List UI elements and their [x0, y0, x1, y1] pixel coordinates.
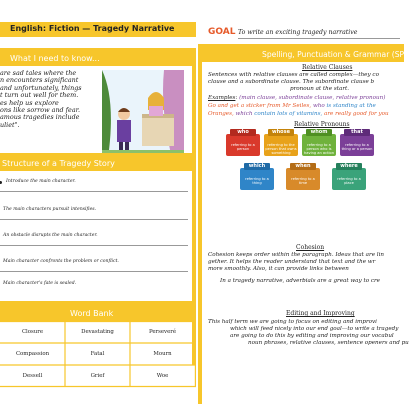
left-column	[0, 0, 196, 400]
spag-panel	[198, 44, 417, 404]
title-bar	[0, 22, 196, 37]
goal-bar	[208, 28, 400, 40]
right-column	[198, 0, 417, 400]
pronoun-which: which referring to a thing	[240, 168, 274, 190]
word-bank-grid	[0, 321, 196, 387]
structure-header	[0, 157, 192, 171]
what-box	[0, 48, 196, 163]
structure-box: Structure of a Tragedy Story Introduce the main character. The main characters pursuit intensifies. An obstacle disrupts the main character. Main character confronts the problem or conflict. Main character's fate is sealed.	[0, 153, 196, 305]
what-title: What I need to know...	[10, 54, 100, 63]
word-fatal: Fatal	[90, 351, 105, 357]
pronoun-when: when referring to a time	[286, 168, 320, 190]
cohesion-title: Cohesion	[296, 244, 325, 251]
spag-header	[202, 48, 417, 62]
word-devastating: Devastating	[81, 329, 114, 335]
cohesion-text: Cohesion keeps order within the paragraph. Ideas that are lin gether. It helps the reader understand that text and the wr more smoothly. Also, it can provide links between	[208, 252, 384, 272]
word-bank-title: Word Bank	[70, 309, 114, 318]
what-text: are sad tales where the n encounters significant and unfortunately, things t turn out well for them. es help us explore ons like sorrow and fear. amous tragedies include uliet".	[0, 69, 82, 129]
word-mourn: Mourn	[153, 351, 172, 357]
pronoun-where: where referring to a place	[332, 168, 366, 190]
goal-logo: GOAL	[208, 27, 236, 37]
example-1: Go and get a sticker from Mr Seiles, who is standing at the	[208, 103, 376, 109]
pronoun-whose: whose referring to the person that owns something	[265, 129, 297, 156]
pronoun-whom: whom referring to a person who is having an action	[304, 129, 334, 156]
page-title: English: Fiction — Tragedy Narrative	[10, 24, 175, 33]
editing-title: Editing and Improving	[286, 310, 355, 317]
structure-title: Structure of a Tragedy Story	[2, 159, 115, 168]
example-2: Oranges, which contain lots of vitamins, are really good for you	[208, 111, 389, 117]
relative-clauses-text: Sentences with relative clauses are called complex—they co clause and a subordinate clause. The subordinate clause b pronoun at the start.	[208, 72, 379, 92]
examples-key: (main clause, subordinate clause, relative pronoun)	[239, 95, 386, 101]
word-dessell: Dessell	[22, 373, 43, 379]
word-compassion: Compassion	[15, 351, 50, 357]
examples-label: Examples	[208, 95, 236, 101]
word-persevere: Perseveré	[148, 329, 177, 335]
relative-pronouns-title: Relative Pronouns	[294, 121, 350, 128]
balcony-illustration	[102, 70, 184, 158]
examples-line: Examples: (main clause, subordinate clause, relative pronoun)	[208, 95, 386, 101]
cohesion-note: In a tragedy narrative, adverbials are a great way to cre	[220, 278, 380, 284]
goal-text: To write an exciting tragedy narrative	[238, 29, 358, 36]
pronoun-who: who referring to a person	[226, 134, 260, 156]
spag-title: Spelling, Punctuation & Grammar (SPaG)	[262, 50, 417, 59]
word-grief: Grief	[90, 373, 105, 379]
what-header	[0, 52, 192, 66]
relative-clauses-title: Relative Clauses	[302, 64, 353, 71]
editing-text: This half term we are going to focus on editing and improvi which will feed nicely into our end goal—to write a tragedy are going to do this by editing and improving our vocabul noun phrases, relative clauses, sentence openers and pu	[208, 319, 409, 346]
word-bank-header	[0, 307, 192, 321]
word-woe: Woe	[156, 373, 169, 379]
word-closure: Closure	[21, 329, 44, 335]
pronoun-that: that referring to a thing or a person	[340, 134, 374, 156]
